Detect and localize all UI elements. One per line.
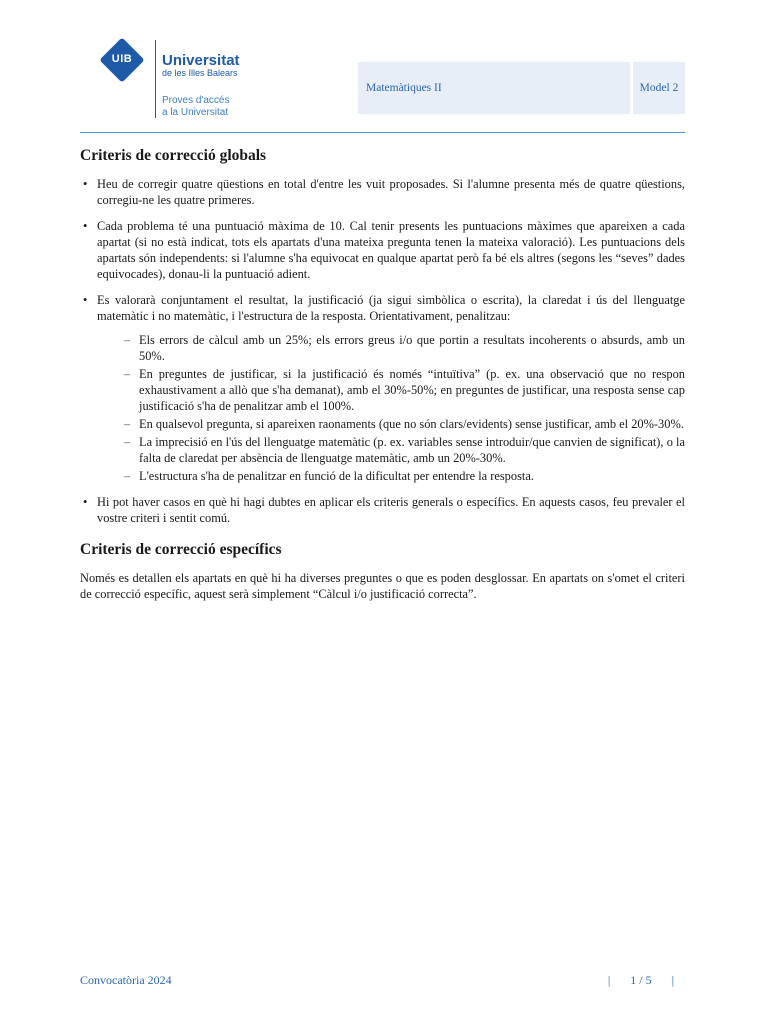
penalty-item: – La imprecisió en l'ús del llenguatge matemàtic (p. ex. variables sense introduir/que canvien de significat), o la falta de claredat per absència de llenguatge matemàtic, amb un 20%-30%. bbox=[97, 434, 685, 466]
penalty-item: – Els errors de càlcul amb un 25%; els errors greus i/o que portin a resultats incoherents o absurds, amb un 50%. bbox=[97, 332, 685, 364]
section-title-global: Criteris de correcció globals bbox=[80, 147, 267, 164]
list-item: • Cada problema té una puntuació màxima de 10. Cal tenir presents les puntuacions màximes que apareixen a cada apartat (si no està indicat, tots els apartats d'una mateixa pregunta tenen la mateixa valoració). Les puntuacions dels apartats són independents: si l'alumne s'ha equivocat en qualque apartat però fa bé els altres (segons les “seves” dades equivocades), donau-li la puntuació adient. bbox=[80, 218, 685, 282]
global-criteria-list bbox=[80, 176, 685, 526]
header-model: Model 2 bbox=[633, 62, 685, 114]
uib-logo bbox=[100, 40, 260, 120]
footer-pagination bbox=[598, 973, 684, 988]
list-item: • Hi pot haver casos en què hi hagi dubtes en aplicar els criteris generals o específics. En aquests casos, feu prevaler el vostre criteri i sentit comú. bbox=[80, 494, 685, 526]
section-title-specific: Criteris de correcció específics bbox=[80, 541, 282, 558]
logo-divider bbox=[155, 40, 156, 118]
penalty-item: – En qualsevol pregunta, si apareixen raonaments (que no són clars/evidents) sense justificar, amb el 20%-30%. bbox=[97, 416, 685, 432]
specific-criteria-text: Només es detallen els apartats en què hi ha diverses preguntes o que es poden desglossar. En apartats on s'omet el criteri de correcció específic, aquest serà simplement “Càlcul i/o justificació correcta”. bbox=[80, 571, 685, 601]
list-item-penalties bbox=[80, 292, 685, 484]
penalty-item: – En preguntes de justificar, si la justificació és només “intuïtiva” (p. ex. una observació que no respon exhaustivament a allò que s'ha demanat), amb el 30%-50%; en preguntes de justificar, una resposta sense cap justificació s'ha de penalitzar amb el 100%. bbox=[97, 366, 685, 414]
logo-tagline-2: a la Universitat bbox=[162, 107, 229, 118]
header-subject: Matemàtiques II bbox=[358, 62, 630, 114]
penalty-item: – L'estructura s'ha de penalitzar en funció de la dificultat per entendre la resposta. bbox=[97, 468, 685, 484]
list-item-text: Es valorarà conjuntament el resultat, la justificació (ja sigui simbòlica o escrita), la claredat i ús del llenguatge matemàtic i no matemàtic, i l'estructura de la resposta. Orientativament, penalitzau: bbox=[97, 293, 685, 323]
penalty-list bbox=[97, 332, 685, 484]
page-number: 1 / 5 bbox=[630, 973, 652, 987]
header-rule bbox=[80, 132, 685, 133]
logo-subname: de les Illes Balears bbox=[162, 68, 238, 78]
footer-convocatoria: Convocatòria 2024 bbox=[80, 973, 172, 987]
logo-tagline-1: Proves d'accés bbox=[162, 95, 230, 106]
logo-mark: UIB bbox=[111, 53, 133, 65]
page-content bbox=[80, 146, 685, 602]
list-item: • Heu de corregir quatre qüestions en total d'entre les vuit proposades. Si l'alumne presenta més de quatre qüestions, corregiu-ne les quatre primeres. bbox=[80, 176, 685, 208]
footer-separator: | bbox=[607, 973, 611, 987]
footer-separator: | bbox=[671, 973, 674, 987]
logo-name: Universitat bbox=[162, 52, 240, 69]
